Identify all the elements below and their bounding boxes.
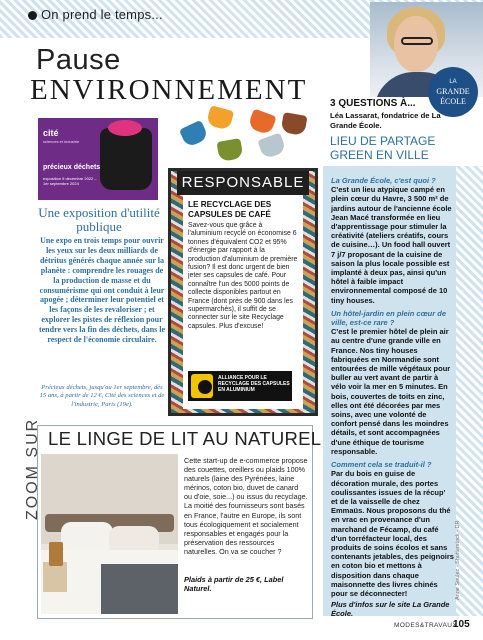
capsule-icon bbox=[257, 132, 286, 159]
photo-credit: Anne Soulez - Shutterstock - DR bbox=[455, 520, 461, 600]
poster-brand-sub: sciences et industrie bbox=[43, 139, 80, 144]
section-title: On prend le temps... bbox=[41, 7, 163, 22]
glasses-icon bbox=[401, 37, 433, 45]
expo-poster-image bbox=[38, 118, 158, 200]
capsule-icon bbox=[216, 138, 243, 162]
alliance-logo-text: ALLIANCE POUR LE RECYCLAGE DES CAPSULES EN ALUMINIUM bbox=[218, 375, 290, 393]
page-number: 105 bbox=[453, 619, 470, 630]
garbage-bag-icon bbox=[100, 128, 152, 190]
question-1: La Grande École, c'est quoi ? bbox=[331, 176, 436, 185]
capsule-logo-icon bbox=[191, 374, 213, 398]
poster-title: précieux déchets bbox=[43, 164, 101, 171]
bullet-dot-icon bbox=[28, 11, 37, 20]
capsule-icon bbox=[280, 112, 307, 136]
zoom-label: ZOOM SUR bbox=[24, 417, 41, 520]
capsule-icon bbox=[247, 108, 276, 135]
nightstand bbox=[43, 562, 67, 592]
responsable-banner: RESPONSABLE bbox=[177, 171, 309, 195]
interviewee-name: Léa Lassarat, fondatrice de La Grande École. bbox=[330, 111, 441, 130]
alliance-logo bbox=[188, 371, 292, 401]
interview-text bbox=[331, 172, 454, 619]
question-3: Comment cela se traduit-il ? bbox=[331, 460, 432, 470]
responsable-heading: LE RECYCLAGE DES CAPSULES DE CAFÉ bbox=[188, 200, 272, 219]
interview-title: LIEU DE PARTAGE GREEN EN VILLE bbox=[330, 134, 436, 162]
expo-footer: Précieux déchets, jusqu'au 1er septembre, dès 15 ans, à partir de 12 €, Cité des sciences et de l'industrie, Paris (19e). bbox=[39, 384, 165, 408]
bed-photo bbox=[41, 454, 178, 614]
poster-dates: exposition 9 décembre 2022 – 1er septembre 2024 bbox=[43, 176, 97, 186]
expo-body: Une expo en trois temps pour ouvrir les yeux sur les deux milliards de détritus générés chaque année sur la planète : comprendre les rouages de la production de masse et du consumérisme qui ont conduit à leur apogée ; déterminer leur potentiel et les façons de les revaloriser ; et explorer les pistes de réflexion pour tendre vers la fin des déchets, dans le respect de l'économie circulaire. bbox=[38, 236, 166, 345]
answer-1: C'est un lieu atypique campé en plein cœur du Havre, 3 500 m² de jardins autour de l'ancienne école Jean Macé transformée en lieu d'apprentissage pour stimuler la créativité (ateliers créatifs, cours de cuisine…). Un food hall ouvert 7 j/7 proposant de la cuisine de saison la plus locale possible est implanté à deux pas, ainsi qu'un hôtel à faible impact environnemental composé de 10 tiny houses. bbox=[331, 185, 452, 305]
responsable-body: Savez-vous que grâce à l'aluminium recyclé on économise 6 tonnes d'équivalent CO2 et 95% d'énergie par rapport à la production d'aluminium de première fusion? Il est donc urgent de bien jeter ses capsules de café. Pour connaître l'un des 5000 points de collecte disponibles partout en France (dont près de 900 dans les supermarchés), il suffit de se connecter sur le site Recyclage capsules. Plus d'excuse! bbox=[188, 222, 298, 330]
vase-icon bbox=[49, 542, 63, 566]
expo-heading: Une exposition d'utilité publique bbox=[38, 205, 160, 234]
magazine-name: MODES&TRAVAUX bbox=[394, 622, 458, 629]
linge-body: Cette start-up de e-commerce propose des couettes, oreillers ou plaids 100% naturels (laine des Pyrénées, laine mérinos, coton bio, duvet de canard ou d'oie, soie...) ou issus du recyclage. La moitié des fournisseurs sont basés en France, l'autre en Europe, ils sont tous écologiquement et socialement responsables et engagés pour la préservation des ressources naturelles. On va se coucher ? bbox=[184, 456, 308, 556]
answer-2: C'est le premier hôtel de plein air au centre d'une grande ville en France. Nos tiny houses fabriquées en Normandie sont entourées de mille végétaux pour buller au vert avant de partir à vélo voir la mer en 5 minutes. En bois, couvertes de toits en zinc, elles ont été décorées par mes soins, avec une volonté de confort pensé dans les moindres détails, et sont accompagnées d'une éthique de tourisme responsable. bbox=[331, 327, 451, 456]
responsable-card bbox=[183, 195, 303, 409]
poster-brand: cité bbox=[43, 128, 59, 138]
responsable-box bbox=[168, 168, 318, 416]
pillow-icon bbox=[61, 522, 113, 552]
page-title-line1: Pause bbox=[36, 44, 121, 76]
throw-blanket bbox=[101, 564, 178, 614]
linge-heading: LE LINGE DE LIT AU NATUREL bbox=[48, 428, 322, 449]
ribbon-bow-icon bbox=[108, 120, 142, 136]
interview-kicker: 3 QUESTIONS À... bbox=[330, 98, 416, 109]
answer-3: Par du bois en guise de décoration murale, des portes coulissantes issues de la récup' et de la vaisselle de chez Emmaüs. Nous proposons du thé en vrac en provenance d'un marchand de Fécamp, du café d'un torréfacteur local, des produits de soins écolos et sans contenants jetables, des peignoirs en coton bio et mettons à disposition dans chaque maisonnette des livres chinés pour se déconnecter! bbox=[331, 469, 454, 598]
coffee-capsules-image bbox=[168, 106, 318, 170]
page-title-line2: ENVIRONNEMENT bbox=[30, 74, 308, 106]
capsule-icon bbox=[179, 120, 209, 148]
question-2: Un hôtel-jardin en plein cœur de ville, est-ce rare ? bbox=[331, 308, 447, 328]
more-info: Plus d'infos sur le site La Grande École. bbox=[331, 600, 450, 619]
capsule-icon bbox=[206, 105, 234, 131]
la-grande-ecole-logo: LA GRANDE ÉCOLE bbox=[428, 67, 478, 117]
linge-footer: Plaids à partir de 25 €, Label Naturel. bbox=[184, 575, 284, 593]
